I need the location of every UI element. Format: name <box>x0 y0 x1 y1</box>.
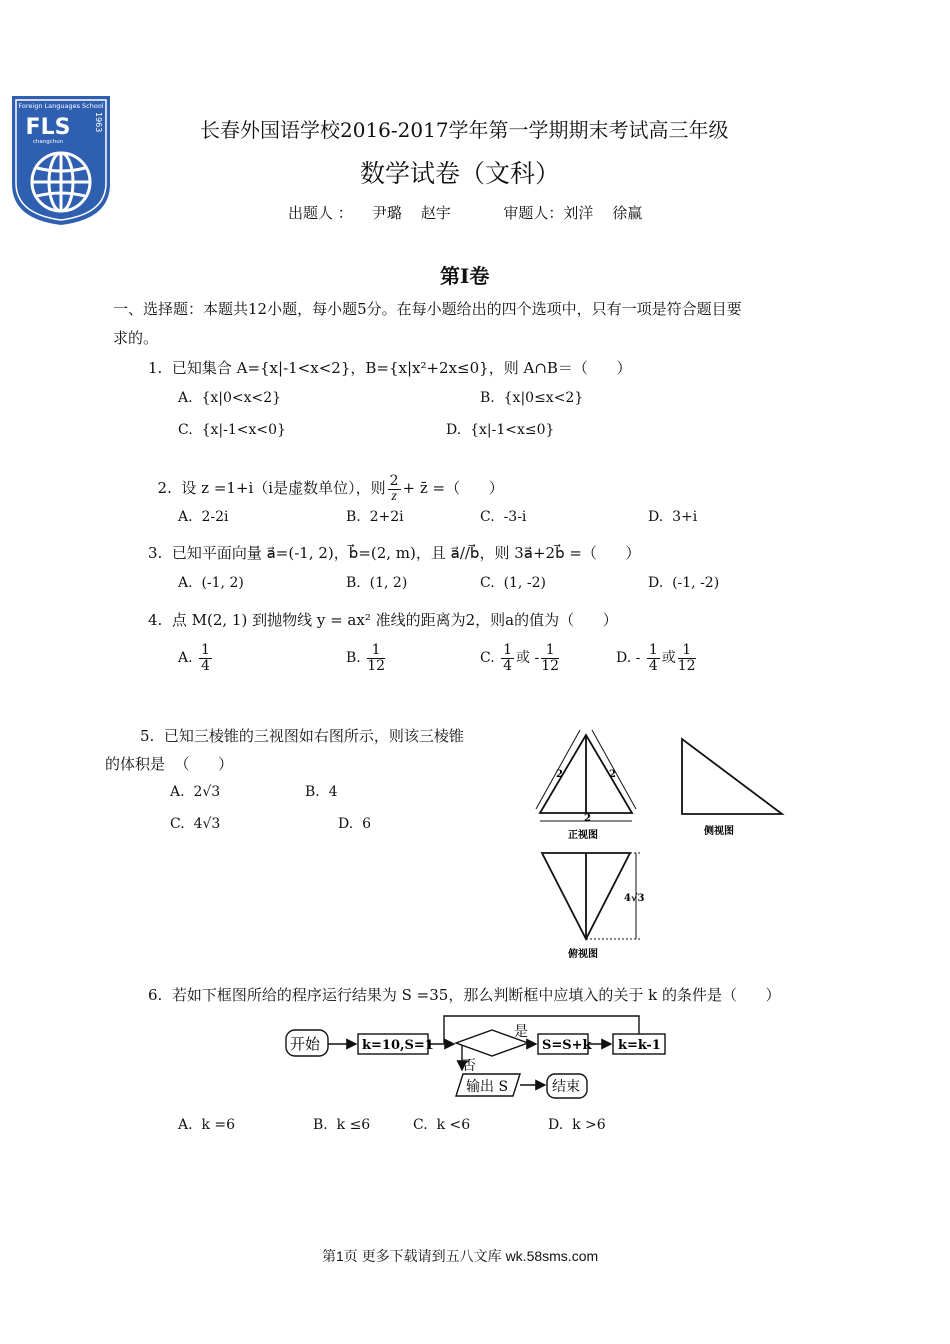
logo-top-text: Foreign Languages School <box>18 102 104 110</box>
q5-stem-line-2: 的体积是 （ ） <box>105 755 234 773</box>
q2-option-b: B. 2+2i <box>346 509 404 525</box>
authors: 出题人 ： 尹璐 赵宇 审题人：刘洋 徐赢 <box>288 204 643 222</box>
q1-stem: 1. 已知集合 A={x|-1<x<2}，B={x|x²+2x≤0}，则 A∩B＝（ ） <box>148 359 632 377</box>
logo-mid-text: changchun <box>32 139 64 145</box>
q3-option-b: B. (1, 2) <box>346 575 408 591</box>
q1-option-a: A. {x|0<x<2} <box>178 390 282 406</box>
q6-option-c: C. k <6 <box>413 1117 471 1133</box>
q6-option-b: B. k ≤6 <box>313 1117 371 1133</box>
page-footer: 第1页 更多下载请到五八文库 wk.58sms.com <box>322 1248 599 1264</box>
q4-option-a: A. $\frac{1}{4}$ <box>178 642 210 674</box>
side-view <box>682 739 782 814</box>
flow-output-label: 输出 S <box>466 1079 509 1095</box>
top-height: 4√3 <box>624 893 645 904</box>
q6-option-d: D. k >6 <box>548 1117 606 1133</box>
top-view-label: 俯视图 <box>568 949 598 960</box>
front-edge-right: 2 <box>609 769 616 780</box>
q3-option-c: C. (1, -2) <box>480 575 546 591</box>
flow-init-label: k=10,S=1 <box>362 1038 434 1053</box>
q3-option-d: D. (-1, -2) <box>648 575 720 591</box>
section-title: 第Ⅰ卷 <box>440 264 490 288</box>
q4-option-c: C. $\frac{1}{4}$ 或 - $\frac{1}{12}$ <box>480 642 560 674</box>
logo-year: 1963 <box>94 112 103 133</box>
q3-option-a: A. (-1, 2) <box>178 575 244 591</box>
front-view <box>536 730 636 821</box>
q5-option-c: C. 4√3 <box>170 816 221 832</box>
q1-option-b: B. {x|0≤x<2} <box>480 390 584 406</box>
flow-update-s-label: S=S+k <box>542 1038 592 1053</box>
q5-option-b: B. 4 <box>305 784 338 800</box>
flow-update-k-label: k=k-1 <box>618 1038 661 1053</box>
q5-option-a: A. 2√3 <box>170 784 221 800</box>
q6-stem: 6. 若如下框图所给的程序运行结果为 S =35，那么判断框中应填入的关于 k 的条件是（ ） <box>148 986 781 1004</box>
exam-subtitle: 数学试卷（文科） <box>360 159 561 188</box>
exam-title: 长春外国语学校2016-2017学年第一学期期末考试高三年级 <box>200 118 729 142</box>
flowchart <box>280 1010 680 1105</box>
flow-no-label: 否 <box>462 1058 476 1074</box>
flow-end-label: 结束 <box>552 1079 580 1095</box>
flow-start-label: 开始 <box>290 1035 321 1053</box>
flow-yes-label: 是 <box>514 1024 528 1040</box>
instruction-line-2: 求的。 <box>113 329 159 347</box>
fls-logo-icon <box>10 94 112 227</box>
q2-option-d: D. 3+i <box>648 509 698 525</box>
instruction-line-1: 一、选择题：本题共12小题，每小题5分。在每小题给出的四个选项中，只有一项是符合题目要 <box>113 300 742 318</box>
q4-option-d: D. - $\frac{1}{4}$ 或 $\frac{1}{12}$ <box>616 642 696 674</box>
q2-stem-pre: 2. 设 z =1+i（i是虚数单位），则 <box>157 479 386 498</box>
school-logo <box>10 94 112 227</box>
q2-option-a: A. 2-2i <box>178 509 229 525</box>
q2-stem-post: + z̄ =（ ） <box>402 479 504 498</box>
q6-option-a: A. k =6 <box>178 1117 236 1133</box>
side-view-label: 侧视图 <box>704 826 734 837</box>
three-view-figure <box>528 725 798 965</box>
front-edge-left: 2 <box>556 769 563 780</box>
front-base: 2 <box>584 813 591 824</box>
q5-stem-line-1: 5. 已知三棱锥的三视图如右图所示，则该三棱锥 <box>140 727 464 745</box>
q1-option-c: C. {x|-1<x<0} <box>178 422 286 438</box>
q2-fraction: $\frac{2}{z}$ <box>389 473 399 504</box>
q2-option-c: C. -3-i <box>480 509 527 525</box>
q1-option-d: D. {x|-1<x≤0} <box>446 422 555 438</box>
q3-stem: 3. 已知平面向量 a⃗=(-1, 2)，b⃗=(2, m)，且 a⃗//b⃗，则 3a⃗+2b⃗ =（ ） <box>148 544 641 562</box>
q4-stem: 4. 点 M(2, 1) 到抛物线 y = ax² 准线的距离为2，则a的值为（ ） <box>148 611 618 629</box>
q2-stem <box>148 456 504 504</box>
q4-option-b: B. $\frac{1}{12}$ <box>346 642 386 674</box>
q5-option-d: D. 6 <box>338 816 371 832</box>
front-view-label: 正视图 <box>568 830 598 841</box>
logo-abbr: FLS <box>25 115 71 140</box>
